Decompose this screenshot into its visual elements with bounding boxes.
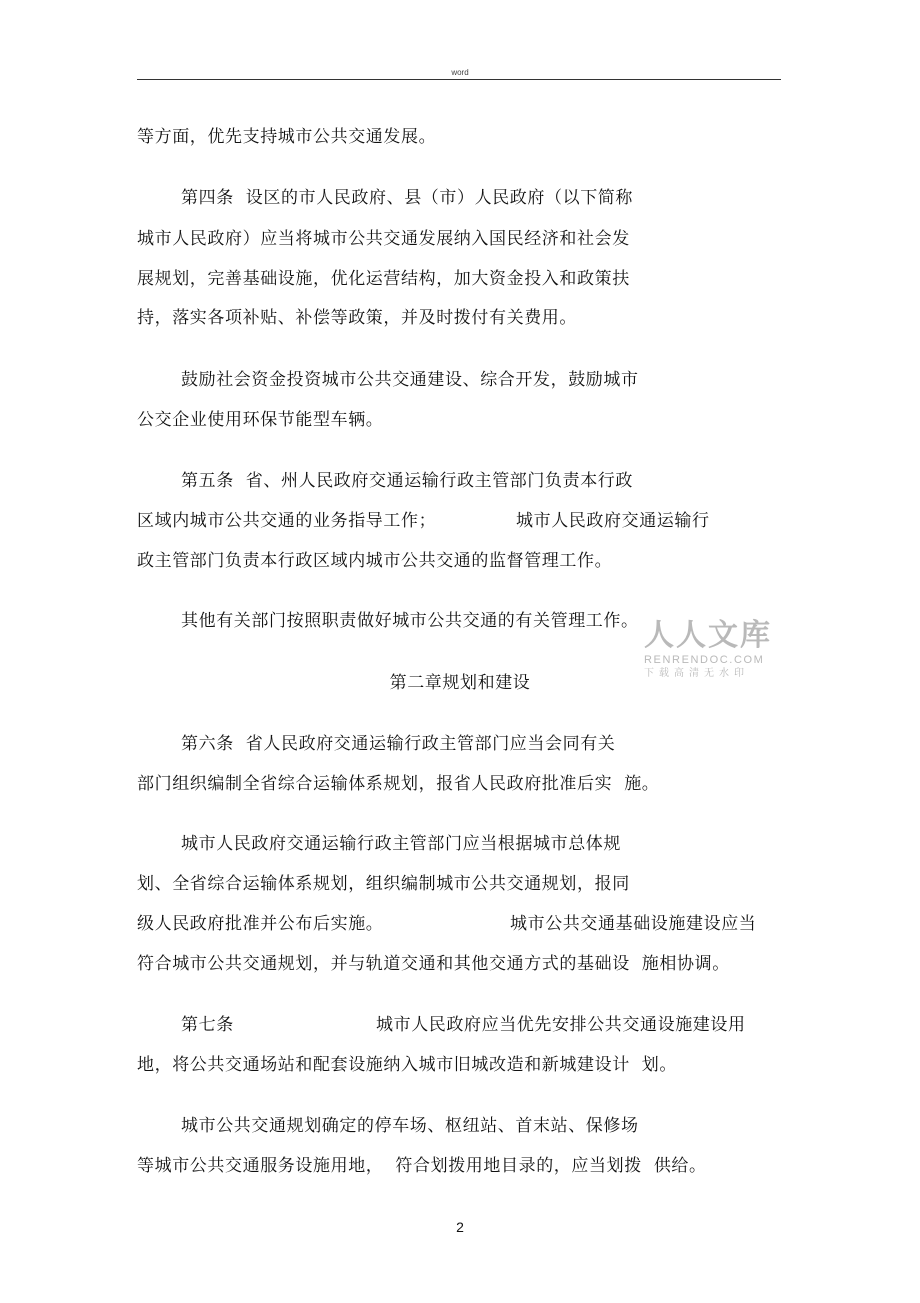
text-line: 展规划，完善基础设施，优化运营结构，加大资金投入和政策扶: [137, 269, 630, 289]
header-label: word: [451, 68, 469, 77]
text-line: 公交企业使用环保节能型车辆。: [137, 410, 384, 430]
text-line: 城市人民政府应当优先安排公共交通设施建设用: [376, 1015, 746, 1035]
text-line: 第七条: [181, 1015, 234, 1035]
text-line: 地，将公共交通场站和配套设施纳入城市旧城改造和新城建设计 划。: [137, 1055, 678, 1075]
text-line: 第六条 省人民政府交通运输行政主管部门应当会同有关: [181, 734, 616, 754]
watermark-title: 人人文库: [644, 618, 772, 653]
watermark-subtitle: 下载高清无水印: [644, 668, 749, 679]
text-line: 持，落实各项补贴、补偿等政策，并及时拨付有关费用。: [137, 308, 577, 328]
watermark-domain: RENRENDOC.COM: [644, 654, 765, 666]
chapter-heading: 第二章规划和建设: [389, 673, 531, 693]
text-line: 等城市公共交通服务设施用地， 符合划拨用地目录的，应当划拨 供给。: [137, 1156, 707, 1176]
text-line: 城市公共交通基础设施建设应当: [510, 914, 757, 934]
text-line: 城市人民政府交通运输行: [516, 511, 710, 531]
text-line: 第五条 省、州人民政府交通运输行政主管部门负责本行政: [181, 471, 634, 491]
header-rule: [137, 79, 781, 80]
text-line: 级人民政府批准并公布后实施。: [137, 914, 384, 934]
text-line: 其他有关部门按照职责做好城市公共交通的有关管理工作。: [181, 611, 639, 631]
text-line: 政主管部门负责本行政区域内城市公共交通的监督管理工作。: [137, 551, 613, 571]
watermark-logo: [644, 619, 774, 681]
text-line: 城市人民政府交通运输行政主管部门应当根据城市总体规: [181, 834, 621, 854]
text-line: 符合城市公共交通规划，并与轨道交通和其他交通方式的基础设 施相协调。: [137, 954, 730, 974]
text-line: 城市人民政府）应当将城市公共交通发展纳入国民经济和社会发: [137, 229, 630, 249]
text-line: 第四条 设区的市人民政府、县（市）人民政府（以下简称: [181, 188, 634, 208]
page-number: 2: [456, 1219, 464, 1235]
text-line: 等方面，优先支持城市公共交通发展。: [137, 127, 437, 147]
text-line: 鼓励社会资金投资城市公共交通建设、综合开发，鼓励城市: [181, 370, 639, 390]
text-line: 区域内城市公共交通的业务指导工作；: [137, 511, 437, 531]
text-line: 部门组织编制全省综合运输体系规划，报省人民政府批准后实 施。: [137, 774, 660, 794]
text-line: 划、全省综合运输体系规划，组织编制城市公共交通规划，报同: [137, 874, 630, 894]
text-line: 城市公共交通规划确定的停车场、枢纽站、首末站、保修场: [181, 1116, 639, 1136]
